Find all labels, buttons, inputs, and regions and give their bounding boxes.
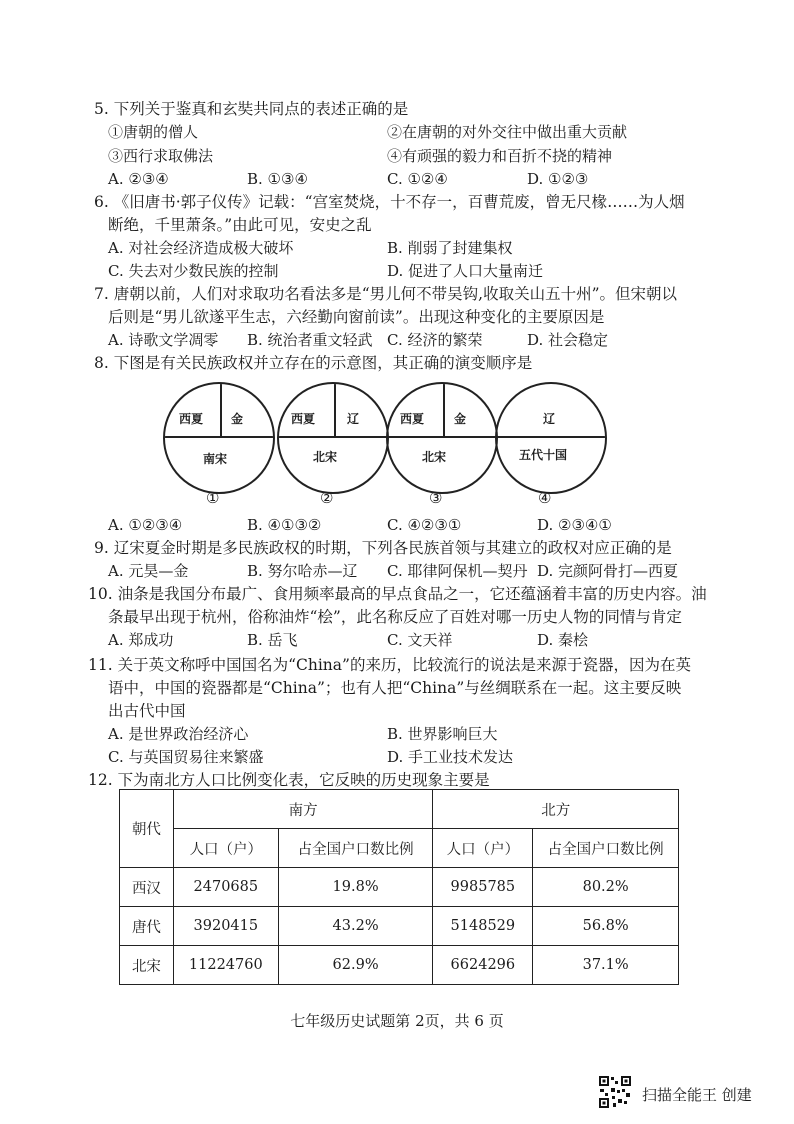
q11-stem-line1: 11. 关于英文称呼中国国名为“China”的来历，比较流行的说法是来源于瓷器，因为在英 <box>88 656 691 674</box>
q11-stem-line2: 语中，中国的瓷器都是“China”；也有人把“China”与丝绸联系在一起。这主要反映 <box>108 679 682 697</box>
table-row <box>120 946 679 985</box>
q10-option-c: C. 文天祥 <box>387 631 453 649</box>
circle4-bottom: 五代十国 <box>519 448 568 462</box>
scanner-watermark: 扫描全能王 创建 <box>642 1086 752 1104</box>
subheader-north-pop: 人口（户） <box>433 829 533 868</box>
q6-option-d: D. 促进了人口大量南迁 <box>387 262 544 280</box>
table-row <box>120 868 679 907</box>
q8-option-b: B. ④①③② <box>247 516 322 534</box>
circle2-bottom: 北宋 <box>313 450 338 464</box>
q11-option-d: D. 手工业技术发达 <box>387 748 514 766</box>
q8-stem: 8. 下图是有关民族政权并立存在的示意图，其正确的演变顺序是 <box>94 354 533 372</box>
page-footer: 七年级历史试题第 2页，共 6 页 <box>290 1012 504 1030</box>
q5-option-d: D. ①②③ <box>527 170 589 188</box>
cell-south-pop: 3920415 <box>173 907 278 946</box>
cell-dynasty: 唐代 <box>120 907 174 946</box>
cell-dynasty: 北宋 <box>120 946 174 985</box>
circle2-top-left: 西夏 <box>291 412 316 426</box>
q5-option-a: A. ②③④ <box>108 170 169 188</box>
q6-option-a: A. 对社会经济造成极大破坏 <box>108 239 294 257</box>
q7-option-b: B. 统治者重文轻武 <box>247 331 373 349</box>
q7-stem-line2: 后则是“男儿欲遂平生志，六经勤向窗前读”。出现这种变化的主要原因是 <box>108 308 605 326</box>
cell-north-ratio: 56.8% <box>533 907 679 946</box>
circle2-top-right: 辽 <box>347 412 360 426</box>
circle2-label: ② <box>320 489 334 507</box>
population-table <box>119 789 679 985</box>
q6-stem-line1: 6. 《旧唐书·郭子仪传》记载：“宫室焚烧，十不存一，百曹荒废，曾无尺椽……为人烟 <box>94 193 685 211</box>
q10-option-a: A. 郑成功 <box>108 631 174 649</box>
qr-code-icon <box>598 1075 632 1109</box>
q6-option-b: B. 削弱了封建集权 <box>387 239 513 257</box>
table-row <box>120 907 679 946</box>
cell-south-ratio: 19.8% <box>278 868 433 907</box>
header-north: 北方 <box>433 790 679 829</box>
diagram-circle-4 <box>495 382 607 494</box>
cell-north-pop: 5148529 <box>433 907 533 946</box>
circle1-top-left: 西夏 <box>179 412 204 426</box>
subheader-south-pop: 人口（户） <box>173 829 278 868</box>
q5-item-2: ②在唐朝的对外交往中做出重大贡献 <box>387 123 628 141</box>
q10-option-d: D. 秦桧 <box>537 631 589 649</box>
q9-option-c: C. 耶律阿保机—契丹 <box>387 562 528 580</box>
circle3-top-left: 西夏 <box>400 412 425 426</box>
cell-dynasty: 西汉 <box>120 868 174 907</box>
circle1-label: ① <box>206 489 220 507</box>
cell-north-ratio: 37.1% <box>533 946 679 985</box>
q11-stem-line3: 出古代中国 <box>108 702 186 720</box>
circle3-label: ③ <box>429 489 443 507</box>
q6-option-c: C. 失去对少数民族的控制 <box>108 262 279 280</box>
cell-south-pop: 2470685 <box>173 868 278 907</box>
table-header-row <box>120 790 679 829</box>
q7-option-c: C. 经济的繁荣 <box>387 331 483 349</box>
q9-stem: 9. 辽宋夏金时期是多民族政权的时期，下列各民族首领与其建立的政权对应正确的是 <box>94 539 672 557</box>
cell-north-pop: 6624296 <box>433 946 533 985</box>
q11-option-c: C. 与英国贸易往来繁盛 <box>108 748 264 766</box>
diagram-circle-2 <box>277 382 389 494</box>
q9-option-b: B. 努尔哈赤—辽 <box>247 562 358 580</box>
q5-option-b: B. ①③④ <box>247 170 308 188</box>
q10-stem-line1: 10. 油条是我国分布最广、食用频率最高的早点食品之一，它还蕴涵着丰富的历史内容。油 <box>88 585 707 603</box>
subheader-north-ratio: 占全国户口数比例 <box>533 829 679 868</box>
table-subheader-row <box>120 829 679 868</box>
circle4-label: ④ <box>538 489 552 507</box>
q9-option-d: D. 完颜阿骨打—西夏 <box>537 562 679 580</box>
header-dynasty: 朝代 <box>120 790 174 868</box>
q11-option-a: A. 是世界政治经济心 <box>108 725 249 743</box>
q5-stem: 5. 下列关于鉴真和玄奘共同点的表述正确的是 <box>94 100 409 118</box>
q12-stem: 12. 下为南北方人口比例变化表，它反映的历史现象主要是 <box>88 771 490 789</box>
q5-item-4: ④有顽强的毅力和百折不挠的精神 <box>387 147 613 165</box>
cell-south-ratio: 43.2% <box>278 907 433 946</box>
q5-item-3: ③西行求取佛法 <box>108 147 214 165</box>
cell-south-ratio: 62.9% <box>278 946 433 985</box>
diagram-circle-1 <box>163 382 275 494</box>
q7-option-a: A. 诗歌文学凋零 <box>108 331 219 349</box>
q11-option-b: B. 世界影响巨大 <box>387 725 498 743</box>
q6-stem-line2: 断绝，千里萧条。”由此可见，安史之乱 <box>108 216 372 234</box>
q7-stem-line1: 7. 唐朝以前，人们对求取功名看法多是“男儿何不带吴钩,收取关山五十州”。但宋朝以 <box>94 285 677 303</box>
q5-option-c: C. ①②④ <box>387 170 448 188</box>
diagram-circle-3 <box>386 382 498 494</box>
cell-north-ratio: 80.2% <box>533 868 679 907</box>
header-south: 南方 <box>173 790 433 829</box>
circle1-top-right: 金 <box>231 412 244 426</box>
q9-option-a: A. 元昊—金 <box>108 562 189 580</box>
circle4-top: 辽 <box>543 412 556 426</box>
circle1-bottom: 南宋 <box>203 452 228 466</box>
q8-option-c: C. ④②③① <box>387 516 462 534</box>
q8-option-a: A. ①②③④ <box>108 516 183 534</box>
circle3-top-right: 金 <box>454 412 467 426</box>
q7-option-d: D. 社会稳定 <box>527 331 609 349</box>
circle3-bottom: 北宋 <box>422 450 447 464</box>
q5-item-1: ①唐朝的僧人 <box>108 123 199 141</box>
q8-option-d: D. ②③④① <box>537 516 612 534</box>
subheader-south-ratio: 占全国户口数比例 <box>278 829 433 868</box>
q10-stem-line2: 条最早出现于杭州，俗称油炸“桧”，此名称反应了百姓对哪一历史人物的同情与肯定 <box>108 608 682 626</box>
cell-north-pop: 9985785 <box>433 868 533 907</box>
cell-south-pop: 11224760 <box>173 946 278 985</box>
q10-option-b: B. 岳飞 <box>247 631 298 649</box>
